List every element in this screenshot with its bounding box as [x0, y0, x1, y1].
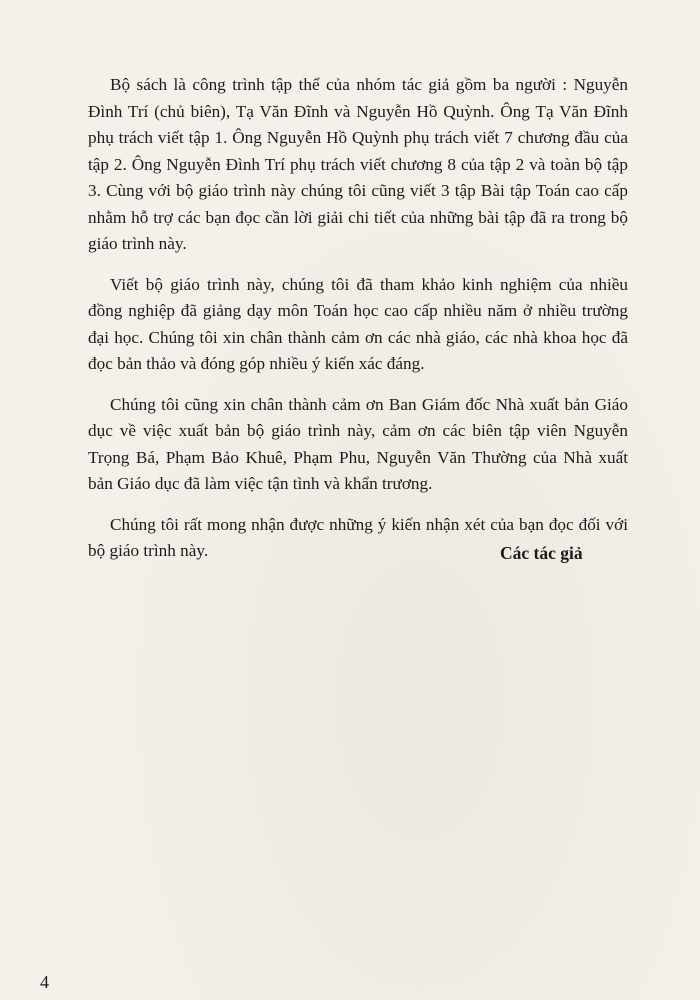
paragraph-feedback: Chúng tôi rất mong nhận được những ý kiến nhận xét của bạn đọc đối với bộ giáo trình này.	[88, 514, 628, 560]
paragraph-references: Viết bộ giáo trình này, chúng tôi đã tham khảo kinh nghiệm của nhiều đồng nghiệp đã giảng dạy môn Toán học cao cấp nhiều năm ở nhiều trường đại học. Chúng tôi xin chân thành cảm ơn các nhà giáo, các nhà khoa học đã đọc bản thảo và đóng góp nhiều ý kiến xác đáng.	[88, 274, 628, 373]
paragraph-authors: Bộ sách là công trình tập thể của nhóm tác giả gồm ba người : Nguyễn Đình Trí (chủ biên), Tạ Văn Đĩnh và Nguyễn Hồ Quỳnh. Ông Tạ Văn Đĩnh phụ trách viết tập 1. Ông Nguyễn Hồ Quỳnh phụ trách viết 7 chương đầu của tập 2. Ông Nguyễn Đình Trí phụ trách viết chương 8 của tập 2 và toàn bộ tập 3. Cùng với bộ giáo trình này chúng tôi cũng viết 3 tập Bài tập Toán cao cấp nhằm hỗ trợ các bạn đọc cần lời giải chi tiết của những bài tập đã ra trong bộ giáo trình này.	[88, 75, 628, 253]
signature: Các tác giả	[500, 543, 583, 563]
paragraph-acknowledgements: Chúng tôi cũng xin chân thành cảm ơn Ban Giám đốc Nhà xuất bản Giáo dục về việc xuất bản bộ giáo trình này, cảm ơn các biên tập viên Nguyễn Trọng Bá, Phạm Bảo Khuê, Phạm Phu, Nguyễn Văn Thường của Nhà xuất bản Giáo dục đã làm việc tận tình và khẩn trương.	[88, 394, 628, 493]
preface-text	[88, 72, 628, 579]
page-number: 4	[40, 972, 49, 992]
